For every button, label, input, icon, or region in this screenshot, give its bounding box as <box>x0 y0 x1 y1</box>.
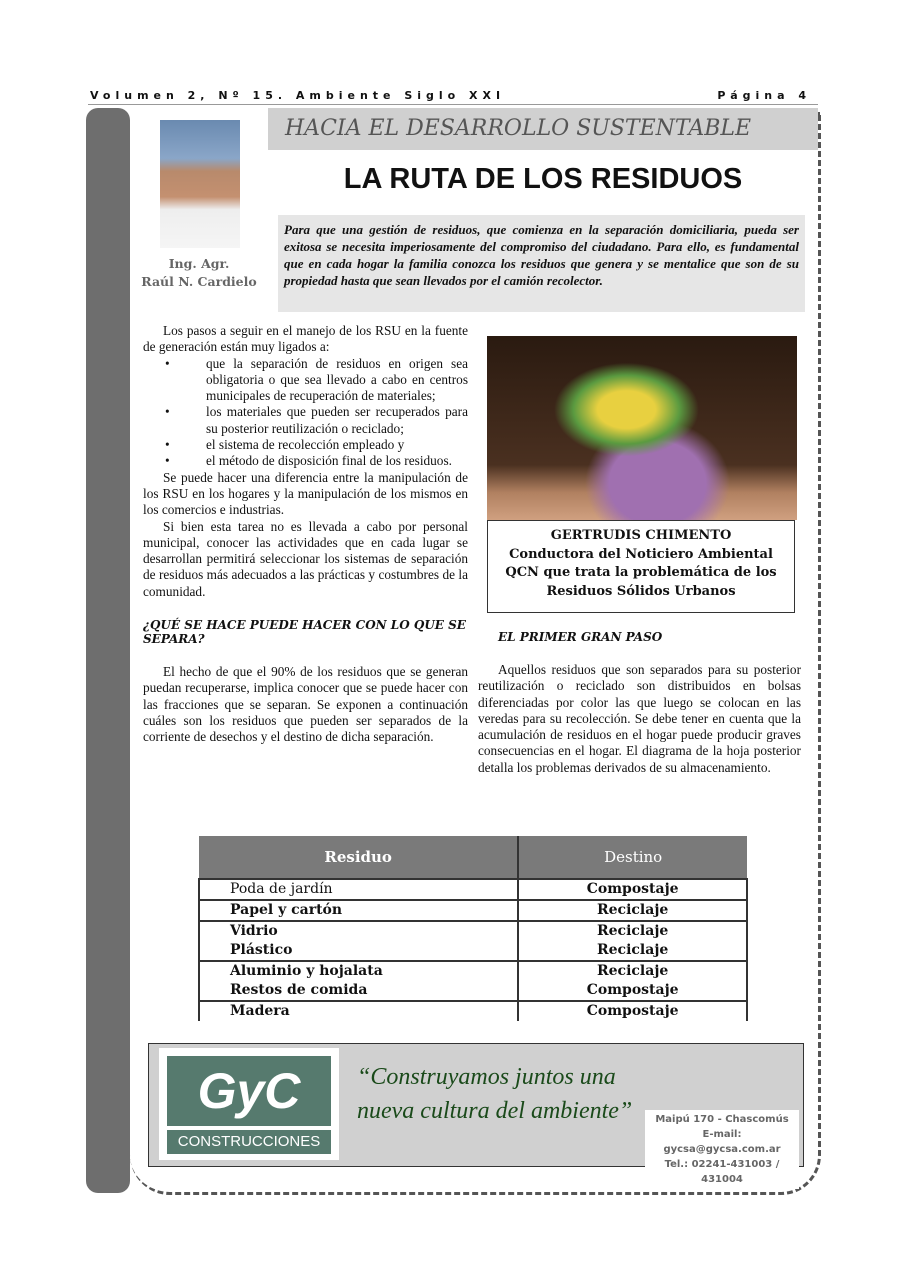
table-row <box>199 879 747 900</box>
residuo-cell <box>199 921 518 961</box>
phone: Tel.: 02241-431003 / 431004 <box>664 1159 780 1185</box>
paragraph: Si bien esta tarea no es llevada a cabo por personal municipal, conocer las actividades que en cada lugar se desarrollan permitirá seleccionar los sistemas de separación de residuos más adecuados a las prácticas y costumbres de la comunidad. <box>143 518 468 599</box>
destino-cell <box>518 879 747 900</box>
column-header: Residuo <box>199 836 518 879</box>
cell-line: Plástico <box>230 942 293 958</box>
cell-line: Compostaje <box>586 881 679 897</box>
intro-box: Para que una gestión de residuos, que comienza en la separación domiciliaria, pueda ser exitosa se necesita imperiosamente del compromiso del ciudadano. Para ello, es fundamental que en cada hogar la familia conozca los residuos que genera y se mentalice que son de su propiedad hasta que sean llevados por el camión recolector. <box>278 215 805 312</box>
cell-line: Madera <box>230 1003 290 1019</box>
subheading: ¿QUÉ SE HACE PUEDE HACER CON LO QUE SE SEPARA? <box>143 618 466 647</box>
table-row <box>199 900 747 921</box>
caption-line: Residuos Sólidos Urbanos <box>546 583 736 599</box>
cell-line: Reciclaje <box>597 963 669 979</box>
paragraph: Aquellos residuos que son separados para su posterior reutilización o reciclado son distribuidos en bolsas diferenciadas por color las que luego se colocan en las veredas para su recolección. Se debe tener en cuenta que la acumulación de residuos en el hogar puede producir graves consecuencias en el hogar. El diagrama de la hoja posterior detalla los problemas derivados de su almacenamiento. <box>478 662 801 775</box>
list-item: • el sistema de recolección empleado y <box>143 437 468 453</box>
slogan-line: “Construyamos juntos una <box>357 1064 616 1090</box>
cell-line: Poda de jardín <box>230 881 333 897</box>
list-item: • los materiales que pueden ser recuperados para su posterior reutilización o reciclado; <box>143 404 468 437</box>
residuo-cell <box>199 900 518 921</box>
header-divider <box>88 104 818 105</box>
author-byline <box>130 255 268 291</box>
caption-line: Conductora del Noticiero Ambiental <box>509 546 773 562</box>
header-issue: Volumen 2, Nº 15. Ambiente Siglo XXI <box>90 89 506 102</box>
parrot-puppet-image <box>487 336 797 520</box>
left-column <box>143 323 468 746</box>
destino-cell <box>518 1001 747 1021</box>
paragraph: Se puede hacer una diferencia entre la manipulación de los RSU en los hogares y la manipulación de los mismos en los comercios e industrias. <box>143 469 468 518</box>
cell-line: Compostaje <box>586 1003 679 1019</box>
table-row <box>199 1001 747 1021</box>
waste-destination-table <box>198 836 748 1021</box>
cell-line: Papel y cartón <box>230 902 343 918</box>
gyc-logo <box>159 1048 339 1160</box>
paragraph: El hecho de que el 90% de los residuos que se generan puedan recuperarse, implica conocer que se puede hacer con las fracciones que se separan. Se exponen a continuación cuáles son los residuos que pueden ser separados de la corriente de desechos y el destino de dicha separación. <box>143 664 468 745</box>
author-name: Raúl N. Cardielo <box>141 274 257 289</box>
article-title: LA RUTA DE LOS RESIDUOS <box>343 163 743 195</box>
email: E-mail: gycsa@gycsa.com.ar <box>663 1129 781 1155</box>
author-title: Ing. Agr. <box>168 256 230 271</box>
cell-line: Aluminio y hojalata <box>230 963 383 979</box>
author-photo <box>160 120 240 248</box>
list-item: • el método de disposición final de los residuos. <box>143 453 468 469</box>
advertisement <box>148 1043 804 1185</box>
section-title: HACIA EL DESARROLLO SUSTENTABLE <box>285 116 752 141</box>
logo-text: GyC <box>167 1056 331 1126</box>
residuo-cell <box>199 1001 518 1021</box>
slogan-line: nueva cultura del ambiente” <box>357 1098 633 1124</box>
header-page: Página 4 <box>717 89 811 102</box>
cell-line: Vidrio <box>230 923 278 939</box>
subheading: EL PRIMER GRAN PASO <box>498 630 663 644</box>
column-header: Destino <box>518 836 747 879</box>
contact-info <box>645 1110 799 1189</box>
list-item: • que la separación de residuos en origen sea obligatoria o que sea llevado a cabo en centros municipales de recuperación de materiales; <box>143 356 468 405</box>
image-caption <box>487 520 795 613</box>
cell-line: Restos de comida <box>230 982 368 998</box>
cell-line: Reciclaje <box>597 942 669 958</box>
paragraph: Los pasos a seguir en el manejo de los RSU en la fuente de generación están muy ligados a: <box>143 323 468 355</box>
cell-line: Reciclaje <box>597 923 669 939</box>
destino-cell <box>518 961 747 1001</box>
bullet-list <box>143 356 468 470</box>
address: Maipú 170 - Chascomús <box>655 1114 789 1125</box>
table-row <box>199 921 747 961</box>
cell-line: Compostaje <box>586 982 679 998</box>
residuo-cell <box>199 961 518 1001</box>
caption-line: GERTRUDIS CHIMENTO <box>550 528 732 543</box>
logo-subtitle: CONSTRUCCIONES <box>167 1130 331 1154</box>
residuo-cell <box>199 879 518 900</box>
right-column <box>478 630 801 776</box>
destino-cell <box>518 900 747 921</box>
caption-line: QCN que trata la problemática de los <box>505 565 777 580</box>
cell-line: Reciclaje <box>597 902 669 918</box>
slogan <box>357 1060 637 1128</box>
sidebar-bar <box>86 108 130 1193</box>
destino-cell <box>518 921 747 961</box>
table-row <box>199 961 747 1001</box>
